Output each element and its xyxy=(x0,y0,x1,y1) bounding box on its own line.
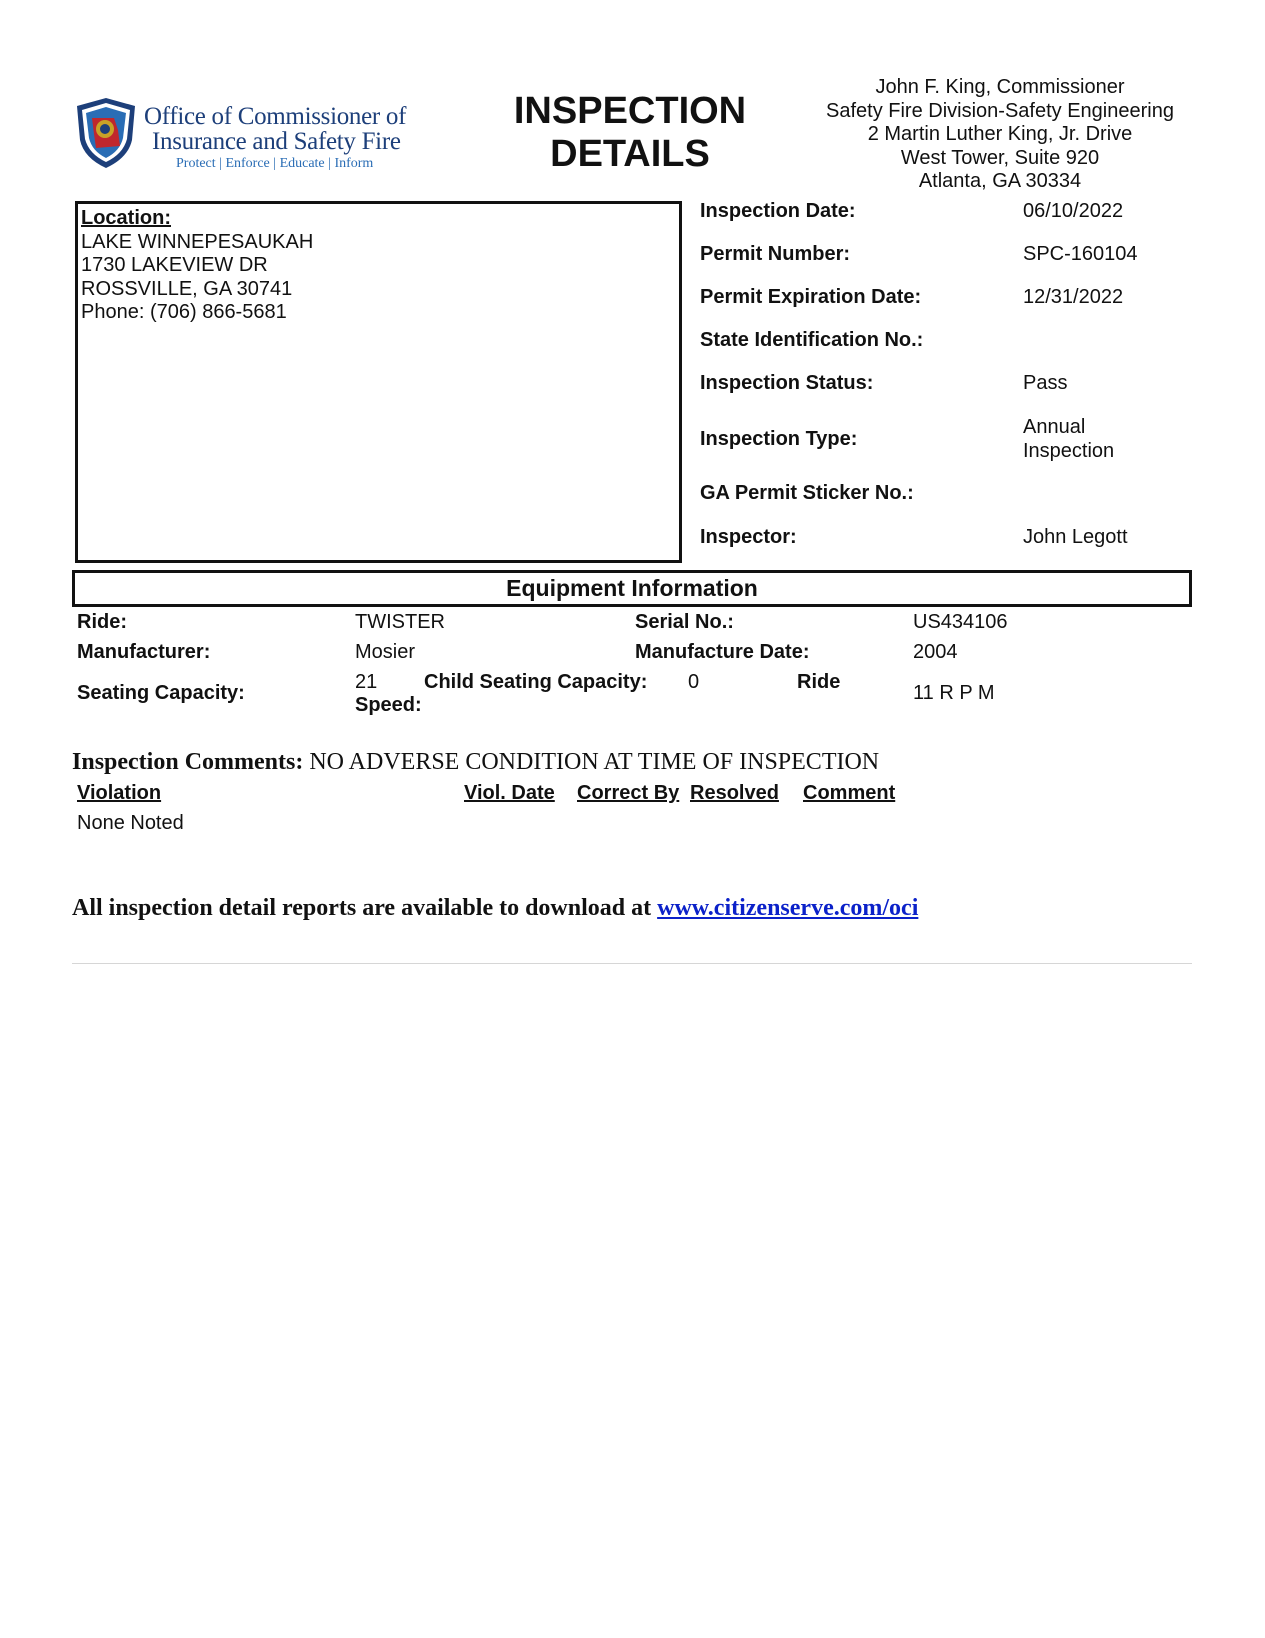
location-name: LAKE WINNEPESAUKAH xyxy=(81,230,314,253)
permit-number-label: Permit Number: xyxy=(700,243,851,265)
serial-number-value: US434106 xyxy=(913,611,1008,633)
inspection-date-value: 06/10/2022 xyxy=(1023,200,1124,222)
ride-speed-label: Ride xyxy=(797,671,841,693)
download-text: All inspection detail reports are available to download at xyxy=(72,895,652,921)
viol-date-column-header: Viol. Date xyxy=(464,782,555,804)
child-seating-capacity-value: 0 xyxy=(688,671,700,693)
title-line-2: DETAILS xyxy=(550,133,710,175)
location-street: 1730 LAKEVIEW DR xyxy=(81,254,268,276)
manufacturer-label: Manufacturer: xyxy=(77,641,211,663)
inspector-label: Inspector: xyxy=(700,526,797,548)
permit-number-value: SPC-160104 xyxy=(1023,243,1138,265)
seating-capacity-value: 21 xyxy=(355,671,378,693)
inspection-comments-label: Inspection Comments: xyxy=(72,749,304,775)
inspection-comments xyxy=(72,749,879,776)
address-line-3: 2 Martin Luther King, Jr. Drive xyxy=(867,123,1133,145)
violations-none-noted: None Noted xyxy=(77,812,184,834)
violation-column-header: Violation xyxy=(77,782,162,804)
location-label: Location: xyxy=(81,207,171,229)
inspection-type-line-2: Inspection xyxy=(1023,439,1115,462)
permit-expiration-value: 12/31/2022 xyxy=(1023,286,1124,308)
inspection-type-label: Inspection Type: xyxy=(700,428,858,450)
ride-label: Ride: xyxy=(77,611,127,633)
citizenserve-link[interactable]: www.citizenserve.com/oci xyxy=(657,895,919,921)
inspection-status-value: Pass xyxy=(1023,372,1068,394)
address-line-5: Atlanta, GA 30334 xyxy=(918,170,1082,192)
document-title xyxy=(500,90,760,176)
seating-capacity-label: Seating Capacity: xyxy=(77,682,245,704)
address-line-2: Safety Fire Division-Safety Engineering xyxy=(826,99,1174,122)
inspector-value: John Legott xyxy=(1023,526,1128,548)
ride-value: TWISTER xyxy=(355,611,445,633)
manufacturer-value: Mosier xyxy=(355,641,416,663)
manufacture-date-value: 2004 xyxy=(913,641,958,663)
ride-speed-label-continued: Speed: xyxy=(355,694,422,716)
download-note xyxy=(72,895,918,922)
inspection-date-label: Inspection Date: xyxy=(700,200,856,222)
inspection-comments-text: NO ADVERSE CONDITION AT TIME OF INSPECTION xyxy=(309,749,880,775)
shield-emblem-icon xyxy=(74,96,138,170)
location-phone: Phone: (706) 866-5681 xyxy=(81,301,287,323)
resolved-column-header: Resolved xyxy=(690,782,779,804)
agency-logo xyxy=(74,96,407,171)
logo-tagline: Protect | Enforce | Educate | Inform xyxy=(176,156,374,171)
manufacture-date-label: Manufacture Date: xyxy=(635,641,810,663)
location-city: ROSSVILLE, GA 30741 xyxy=(81,277,293,300)
serial-number-label: Serial No.: xyxy=(635,611,734,633)
address-line-4: West Tower, Suite 920 xyxy=(900,146,1100,169)
ride-speed-value: 11 R P M xyxy=(913,682,995,704)
inspection-type-line-1: Annual xyxy=(1023,416,1086,438)
title-line-1: INSPECTION xyxy=(513,90,747,132)
permit-expiration-label: Permit Expiration Date: xyxy=(700,286,922,308)
location-box xyxy=(75,201,682,563)
address-line-1: John F. King, Commissioner xyxy=(875,76,1125,98)
permit-sticker-label: GA Permit Sticker No.: xyxy=(700,482,914,504)
page-divider xyxy=(72,963,1192,964)
equipment-information-header: Equipment Information xyxy=(72,570,1192,607)
inspection-status-label: Inspection Status: xyxy=(700,372,874,394)
agency-address xyxy=(810,76,1190,194)
logo-line-2: Insurance and Safety Fire xyxy=(152,128,401,155)
comment-column-header: Comment xyxy=(803,782,896,804)
state-id-label: State Identification No.: xyxy=(700,329,924,351)
correct-by-column-header: Correct By xyxy=(577,782,680,804)
inspection-type-value xyxy=(1023,416,1114,463)
logo-line-1: Office of Commissioner of xyxy=(144,103,407,130)
child-seating-capacity-label: Child Seating Capacity: xyxy=(424,671,648,693)
